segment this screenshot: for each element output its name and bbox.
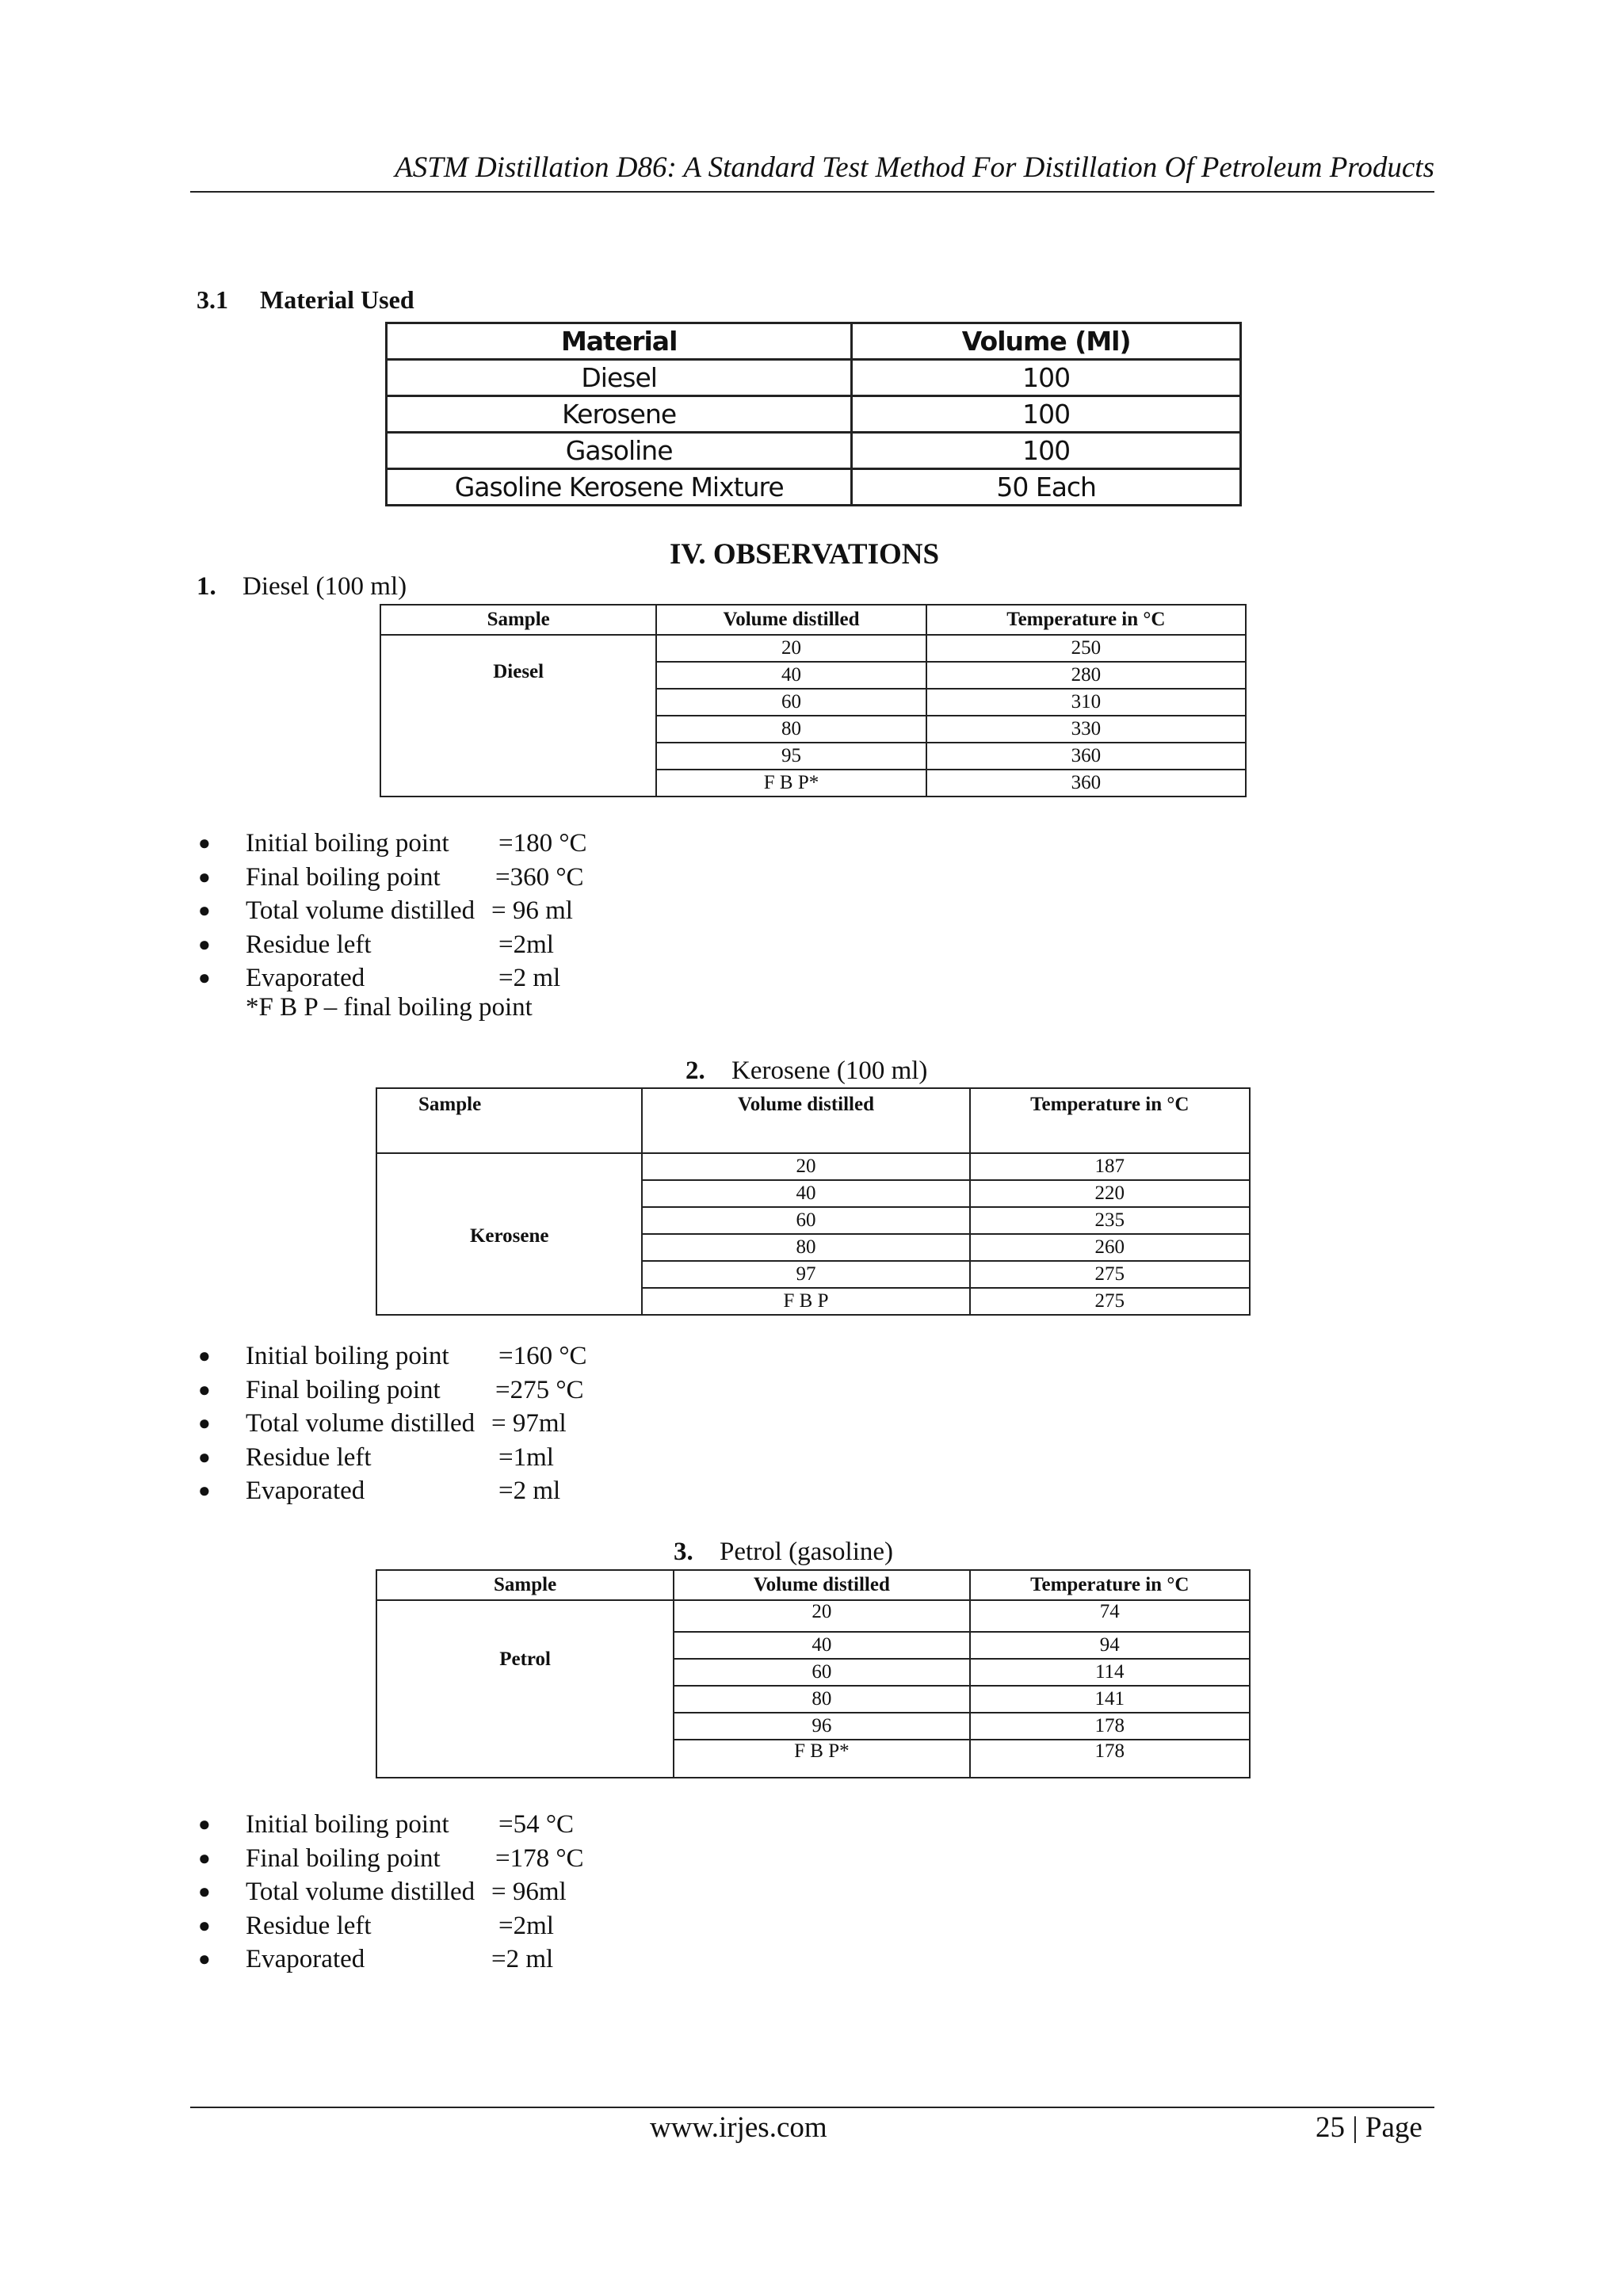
temperature-cell: 235 [970,1207,1250,1234]
material-cell: Gasoline Kerosene Mixture [387,469,852,506]
petrol-caption [674,1538,893,1567]
list-item: ● Residue left =2ml [197,928,831,962]
temperature-cell: 94 [970,1632,1250,1659]
material-cell: Diesel [387,360,852,396]
page-number: 25 | Page [1316,2111,1423,2144]
table-row [387,360,1241,396]
temperature-cell: 250 [926,635,1246,662]
caption-number: 1. [197,572,216,601]
bullet-icon: ● [198,865,211,888]
table-header-row [376,1088,1250,1153]
volume-cell: 100 [852,433,1241,469]
volume-cell: 60 [642,1207,969,1234]
bullet-icon: ● [198,1813,211,1836]
subsection-title: Material Used [260,285,414,314]
subsection-number: 3.1 [197,285,228,314]
bullet-icon: ● [198,831,211,854]
column-header: Temperature in °C [926,605,1246,635]
volume-cell: 20 [674,1600,969,1632]
table-header-row [387,323,1241,360]
temperature-cell: 360 [926,743,1246,770]
volume-cell: 80 [656,716,926,743]
list-item: ● Evaporated =2 ml [197,1474,831,1508]
list-item: ● Residue left =1ml [197,1441,831,1475]
bullet-icon: ● [198,1377,211,1401]
section-title: IV. OBSERVATIONS [670,538,940,571]
volume-cell: 40 [642,1180,969,1207]
material-cell: Gasoline [387,433,852,469]
list-item: ● Initial boiling point =54 °C [197,1808,831,1842]
list-item: ● Initial boiling point =180 °C [197,827,831,861]
volume-cell: 80 [674,1686,969,1713]
running-header: ASTM Distillation D86: A Standard Test Method For Distillation Of Petroleum Products [395,151,1434,184]
footnote: *F B P – final boiling point [246,993,533,1022]
list-item: ● Evaporated =2 ml [197,1943,831,1977]
bullet-icon: ● [198,1412,211,1435]
bullet-icon: ● [198,1445,211,1469]
table-header-row [376,1570,1250,1600]
volume-cell: 20 [656,635,926,662]
volume-cell: 60 [674,1659,969,1686]
temperature-cell: 141 [970,1686,1250,1713]
volume-cell: F B P [642,1288,969,1315]
bullet-icon: ● [198,899,211,922]
volume-cell: 60 [656,689,926,716]
table-row [376,1153,1250,1180]
volume-cell: 40 [656,662,926,689]
volume-cell: 40 [674,1632,969,1659]
list-item: ● Total volume distilled = 96ml [197,1875,831,1909]
temperature-cell: 275 [970,1288,1250,1315]
bullet-icon: ● [198,1880,211,1903]
volume-cell: F B P* [656,770,926,797]
kerosene-caption [685,1056,927,1086]
kerosene-table [376,1087,1251,1316]
material-cell: Kerosene [387,396,852,433]
bullet-icon: ● [198,966,211,989]
list-item: ● Total volume distilled = 97ml [197,1407,831,1441]
temperature-cell: 275 [970,1261,1250,1288]
caption-text: Petrol (gasoline) [720,1538,894,1566]
list-item: ● Evaporated =2 ml [197,961,831,995]
column-header: Temperature in °C [970,1088,1250,1153]
sample-cell: Kerosene [376,1153,642,1315]
list-item: ● Residue left =2ml [197,1909,831,1943]
caption-number: 2. [685,1056,705,1085]
table-row [376,1600,1250,1632]
sample-cell: Petrol [376,1600,674,1778]
footer-url: www.irjes.com [650,2111,827,2144]
column-header: Volume distilled [642,1088,969,1153]
temperature-cell: 178 [970,1740,1250,1778]
volume-cell: 100 [852,396,1241,433]
temperature-cell: 280 [926,662,1246,689]
footer-rule [190,2107,1434,2108]
header-rule [190,191,1434,193]
diesel-caption [197,572,407,602]
volume-cell: 95 [656,743,926,770]
diesel-table [380,604,1247,797]
volume-cell: 50 Each [852,469,1241,506]
diesel-summary-list [197,827,831,995]
temperature-cell: 360 [926,770,1246,797]
table-row [387,396,1241,433]
volume-cell: F B P* [674,1740,969,1778]
temperature-cell: 178 [970,1713,1250,1740]
bullet-icon: ● [198,1913,211,1937]
column-header: Temperature in °C [970,1570,1250,1600]
bullet-icon: ● [198,932,211,956]
table-row [387,433,1241,469]
table-row [380,635,1246,662]
material-table [385,322,1242,506]
temperature-cell: 220 [970,1180,1250,1207]
sample-cell: Diesel [380,635,656,797]
table-header-row [380,605,1246,635]
bullet-icon: ● [198,1846,211,1870]
volume-cell: 96 [674,1713,969,1740]
list-item: ● Initial boiling point =160 °C [197,1339,831,1373]
temperature-cell: 74 [970,1600,1250,1632]
volume-cell: 20 [642,1153,969,1180]
caption-text: Diesel (100 ml) [242,572,407,601]
temperature-cell: 114 [970,1659,1250,1686]
column-header: Sample [376,1570,674,1600]
temperature-cell: 310 [926,689,1246,716]
list-item: ● Final boiling point =178 °C [197,1842,831,1876]
caption-number: 3. [674,1538,693,1566]
list-item: ● Final boiling point =275 °C [197,1373,831,1408]
bullet-icon: ● [198,1479,211,1502]
petrol-summary-list [197,1808,831,1977]
column-header: Volume (Ml) [852,323,1241,360]
list-item: ● Final boiling point =360 °C [197,861,831,895]
table-row [387,469,1241,506]
column-header: Volume distilled [674,1570,969,1600]
volume-cell: 97 [642,1261,969,1288]
column-header: Material [387,323,852,360]
subsection-heading [197,285,414,315]
petrol-table [376,1569,1251,1778]
column-header: Sample [376,1088,642,1153]
volume-cell: 80 [642,1234,969,1261]
temperature-cell: 187 [970,1153,1250,1180]
column-header: Volume distilled [656,605,926,635]
kerosene-summary-list [197,1339,831,1508]
caption-text: Kerosene (100 ml) [731,1056,928,1085]
temperature-cell: 260 [970,1234,1250,1261]
column-header: Sample [380,605,656,635]
bullet-icon: ● [198,1344,211,1367]
temperature-cell: 330 [926,716,1246,743]
bullet-icon: ● [198,1947,211,1970]
volume-cell: 100 [852,360,1241,396]
list-item: ● Total volume distilled = 96 ml [197,894,831,928]
